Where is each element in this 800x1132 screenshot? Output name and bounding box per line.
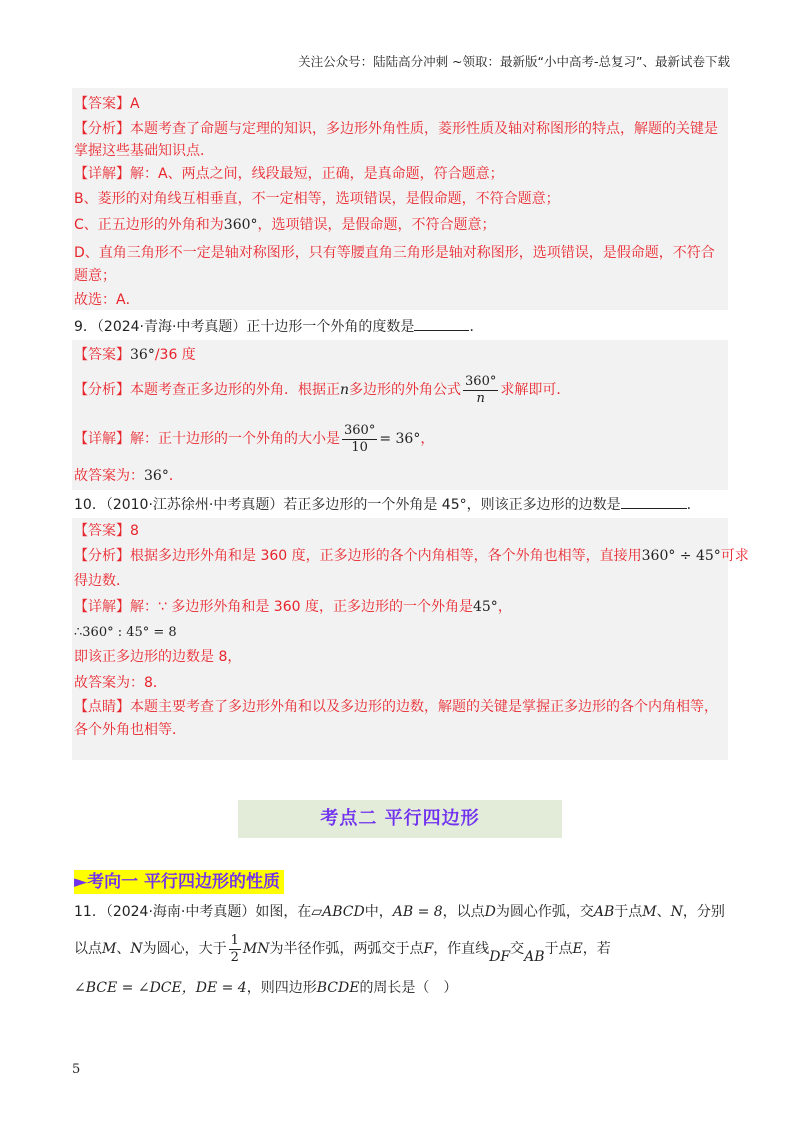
q11-text: 11．（2024·海南·中考真题）如图，在 bbox=[74, 904, 312, 920]
q11-text: 于点 bbox=[544, 941, 573, 957]
q11-math: D bbox=[484, 904, 496, 920]
q10-analysis-cont: 得边数． bbox=[74, 573, 130, 589]
q8-detail-c-math: 360° bbox=[223, 217, 258, 233]
q11-frac-den: 2 bbox=[230, 949, 239, 965]
q9-answer-math: 36° bbox=[130, 347, 155, 363]
q9-analysis-text: 【分析】本题考查正多边形的外角．根据正 bbox=[74, 382, 340, 398]
q11-frac-num: 1 bbox=[230, 932, 239, 948]
q9-stem-end: ． bbox=[469, 319, 484, 335]
q10-stem bbox=[74, 494, 691, 515]
q11-math: N bbox=[130, 941, 143, 957]
q11-math: AB bbox=[593, 904, 615, 920]
page-number: 5 bbox=[72, 1062, 81, 1077]
q11-math: AB = 8 bbox=[392, 904, 443, 920]
q11-text: ，以点 bbox=[442, 904, 485, 920]
q11-line-2 bbox=[74, 932, 611, 966]
q10-answer: 【答案】8 bbox=[74, 523, 139, 539]
q9-conclusion-end: ． bbox=[168, 468, 183, 484]
q9-answer bbox=[74, 345, 196, 365]
q9-stem bbox=[74, 316, 483, 337]
q9-analysis-frac-den: n bbox=[476, 390, 485, 406]
q11-math: N bbox=[670, 904, 683, 920]
q11-text: 、 bbox=[116, 941, 131, 957]
q9-detail-frac-den: 10 bbox=[351, 439, 368, 455]
q11-text: 、 bbox=[656, 904, 671, 920]
q11-text: ，作直线 bbox=[433, 941, 490, 957]
q11-math: MN bbox=[242, 941, 270, 957]
q11-text: 中， bbox=[364, 904, 393, 920]
q11-text: ，则四边形 bbox=[246, 980, 317, 996]
q11-math: M bbox=[102, 941, 117, 957]
q10-analysis-text: 【分析】根据多边形外角和是 360 度，正多边形的各个内角相等，各个外角也相等，直接用 bbox=[74, 548, 642, 564]
q11-text: 以点 bbox=[74, 941, 102, 957]
q10-calculation: ∴360° : 45° = 8 bbox=[74, 625, 177, 640]
q11-line-3 bbox=[74, 978, 457, 998]
q10-analysis-text2: 可求 bbox=[720, 548, 749, 564]
q10-detail-text2: ， bbox=[497, 599, 512, 615]
q11-math: AB bbox=[524, 949, 545, 965]
q11-math: DF bbox=[489, 949, 511, 965]
q10-answer-blank bbox=[621, 494, 687, 509]
q11-half-fraction bbox=[229, 933, 241, 966]
q8-detail-c bbox=[74, 215, 496, 235]
q11-math: ▱ABCD bbox=[311, 904, 365, 920]
q9-answer-blank bbox=[414, 316, 469, 331]
q9-stem-text: 9．（2024·青海·中考真题）正十边形一个外角的度数是 bbox=[74, 319, 415, 335]
q11-text: 于点 bbox=[614, 904, 643, 920]
q8-detail-a: 【详解】解：A、两点之间，线段最短，正确，是真命题，符合题意； bbox=[74, 166, 504, 182]
q11-text: ，分别 bbox=[682, 904, 725, 920]
q9-analysis-fraction bbox=[463, 374, 498, 407]
q9-answer-text: /36 度 bbox=[154, 347, 196, 363]
q10-detail-text: 【详解】解：∵ 多边形外角和是 360 度，正多边形的一个外角是 bbox=[74, 599, 473, 615]
q9-analysis-frac-num: 360° bbox=[465, 373, 497, 389]
q8-analysis-cont: 掌握这些基础知识点． bbox=[74, 143, 214, 159]
q9-conclusion-text: 故答案为： bbox=[74, 468, 144, 484]
q11-text: ，若 bbox=[582, 941, 611, 957]
q11-text: 为圆心，大于 bbox=[142, 941, 227, 957]
q11-math: M bbox=[642, 904, 657, 920]
subsection-title: ►考向一 平行四边形的性质 bbox=[74, 870, 284, 894]
q9-analysis-n: n bbox=[340, 382, 350, 398]
q11-text: 为半径作弧，两弧交于点 bbox=[269, 941, 424, 957]
q9-detail-text: 【详解】解：正十边形的一个外角的大小是 bbox=[74, 431, 340, 447]
q9-analysis bbox=[74, 373, 570, 407]
q9-detail-frac-num: 360° bbox=[344, 422, 376, 438]
q11-line-1 bbox=[74, 902, 725, 922]
q9-analysis-text2: 多边形的外角公式 bbox=[349, 382, 462, 398]
q8-conclusion: 故选：A． bbox=[74, 292, 140, 308]
q8-detail-b: B、菱形的对角线互相垂直，不一定相等，选项错误，是假命题，不符合题意； bbox=[74, 191, 560, 207]
q11-math: E bbox=[572, 941, 583, 957]
q9-detail-text2: ， bbox=[420, 431, 435, 447]
q11-text: 的周长是（ ） bbox=[359, 980, 458, 996]
q8-detail-d-cont: 题意； bbox=[74, 268, 116, 284]
q10-stem-end: . bbox=[686, 497, 692, 513]
q8-analysis: 【分析】本题考查了命题与定理的知识，多边形外角性质，菱形性质及轴对称图形的特点，解题的关键是 bbox=[74, 121, 718, 137]
q11-text: 为圆心作弧，交 bbox=[495, 904, 594, 920]
q9-answer-label: 【答案】 bbox=[74, 347, 130, 363]
page-header: 关注公众号：陆陆高分冲刺 ~领取：最新版“小中高考-总复习”、最新试卷下载 bbox=[298, 54, 730, 69]
q8-detail-d: D、直角三角形不一定是轴对称图形，只有等腰直角三角形是轴对称图形，选项错误，是假命题，不符合 bbox=[74, 245, 715, 261]
section-title: 考点二 平行四边形 bbox=[238, 800, 562, 838]
q11-math: BCDE bbox=[316, 980, 360, 996]
q9-detail-fraction bbox=[342, 423, 377, 456]
q10-detail-math: 45° bbox=[472, 599, 498, 615]
q11-text: 交 bbox=[510, 941, 525, 957]
q8-detail-c-text: C、正五边形的外角和为 bbox=[74, 217, 224, 233]
q8-detail-c-text2: ，选项错误，是假命题，不符合题意； bbox=[257, 217, 496, 233]
q10-result: 即该正多边形的边数是 8， bbox=[74, 649, 242, 665]
q9-detail bbox=[74, 422, 434, 456]
q8-answer: 【答案】A bbox=[74, 96, 140, 112]
q10-detail bbox=[74, 597, 512, 617]
q11-math: F bbox=[423, 941, 434, 957]
q9-conclusion-math: 36° bbox=[144, 468, 169, 484]
q11-math: ∠BCE = ∠DCE，DE = 4 bbox=[74, 980, 247, 996]
q10-analysis bbox=[74, 546, 749, 566]
q9-conclusion bbox=[74, 466, 183, 486]
q9-detail-eq: = 36° bbox=[379, 431, 421, 447]
q10-analysis-math: 360° ÷ 45° bbox=[641, 548, 721, 564]
q9-analysis-text3: 求解即可． bbox=[500, 382, 571, 398]
q10-conclusion: 故答案为：8． bbox=[74, 675, 167, 691]
q10-stem-text: 10．（2010·江苏徐州·中考真题）若正多边形的一个外角是 45°，则该正多边形的边数是 bbox=[74, 497, 621, 513]
q10-comment: 【点睛】本题主要考查了多边形外角和以及多边形的边数，解题的关键是掌握正多边形的各个内角相等， bbox=[74, 699, 718, 715]
q10-comment-cont: 各个外角也相等． bbox=[74, 722, 186, 738]
